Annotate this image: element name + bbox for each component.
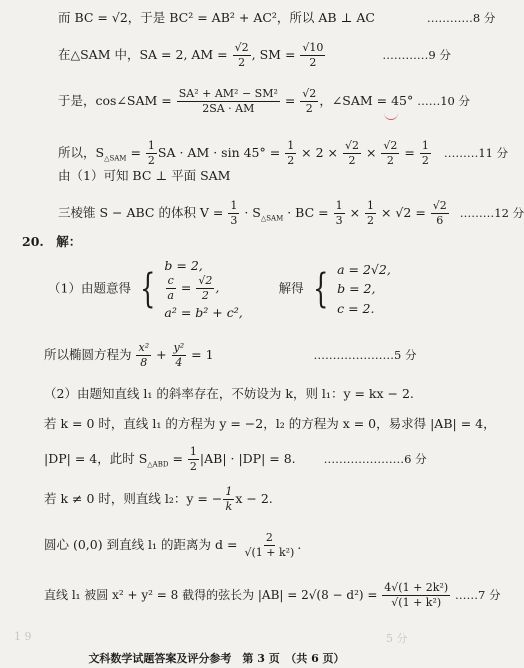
line-triangle-sam: [58, 42, 451, 69]
fraction: [172, 342, 187, 369]
fraction: [136, 342, 151, 369]
bleed-through-text-left: 1 9: [14, 630, 32, 643]
line-text: 由（1）可知 BC ⊥ 平面 SAM: [58, 168, 231, 183]
equation-row: b = 2,: [164, 258, 203, 273]
line-text: +: [152, 347, 171, 363]
numerator: SA² + AM² − SM²: [177, 88, 280, 102]
line-text: 圆心 (0,0) 到直线 l₁ 的距离为 d =: [44, 537, 242, 553]
comma: ,: [215, 280, 220, 296]
line-distance: [44, 532, 301, 559]
score-9: …………9 分: [382, 48, 451, 63]
fraction: [300, 42, 325, 69]
denominator: a: [167, 289, 174, 303]
numerator: 1: [285, 140, 296, 154]
numerator: c: [166, 275, 176, 289]
fraction: [146, 140, 157, 167]
numerator: √2: [300, 88, 318, 102]
fraction: [177, 88, 280, 115]
numerator: 1: [146, 140, 157, 154]
solve-label: 解得: [278, 280, 304, 296]
subscript: △SAM: [104, 154, 127, 163]
line-text: · BC =: [283, 205, 333, 221]
fraction: [223, 486, 234, 513]
left-brace: {: [140, 265, 156, 312]
line-k-zero: 若 k = 0 时，直线 l₁ 的方程为 y = −2，l₂ 的方程为 x = 0，易求得 |AB| = 4，: [44, 416, 496, 431]
denominator: 2: [147, 154, 155, 168]
numerator: y²: [172, 342, 187, 356]
red-check-mark: [384, 113, 398, 120]
line-text: , SM =: [251, 47, 300, 63]
denominator: 2: [309, 56, 317, 70]
numerator: √10: [300, 42, 325, 56]
subscript: △ABD: [147, 460, 169, 469]
score-6: …………………6 分: [323, 452, 427, 467]
line-text: 在△SAM 中，SA = 2, AM =: [58, 47, 232, 63]
denominator: √(1 + k²): [244, 546, 295, 560]
score-5: …………………5 分: [313, 348, 417, 363]
fraction: [196, 275, 214, 302]
numerator: 1: [420, 140, 431, 154]
denominator: k: [225, 500, 233, 514]
line-text: |AB| · |DP| = 8.: [199, 451, 296, 467]
line-text: 于是，cos∠SAM =: [58, 93, 176, 109]
fraction: [300, 88, 318, 115]
fraction: [233, 42, 251, 69]
denominator: 2: [386, 154, 394, 168]
fraction: [431, 200, 449, 227]
bleed-through-text-right: 5 分: [386, 632, 408, 645]
denominator: 2: [238, 56, 246, 70]
line-part2-slope: （2）由题知直线 l₁ 的斜率存在，不妨设为 k，则 l₁：y = kx − 2.: [44, 386, 414, 401]
line-chord-length: [44, 582, 500, 609]
part1-system: [48, 256, 391, 322]
numerator: 2: [264, 532, 275, 546]
page-footer: 文科数学试题答案及评分参考 第 3 页 （共 6 页）: [88, 652, 345, 665]
question-20-heading: 20. 解：: [22, 234, 82, 249]
line-text: =: [126, 145, 145, 161]
line-text: =: [400, 145, 419, 161]
equation-system-given: [164, 256, 242, 322]
denominator: 2: [367, 214, 375, 228]
line-text: ×: [362, 145, 381, 161]
line-text: 若 k ≠ 0 时，则直线 l₂：y = −: [44, 491, 223, 507]
line-text: = 1: [187, 347, 214, 363]
fraction: [285, 140, 296, 167]
numerator: √2: [431, 200, 449, 214]
numerator: 1: [365, 200, 376, 214]
line-text: ×: [345, 205, 365, 221]
score-8: …………8 分: [426, 11, 496, 25]
numerator: √2: [233, 42, 251, 56]
denominator: 6: [436, 214, 444, 228]
score-11: ………11 分: [443, 146, 509, 161]
numerator: x²: [136, 342, 151, 356]
line-text: x − 2.: [235, 491, 273, 507]
line-bc-perpendicular: [58, 12, 495, 25]
fraction: [343, 140, 361, 167]
fraction: [188, 446, 199, 473]
denominator: 2: [421, 154, 429, 168]
score-7: ……7 分: [455, 588, 501, 603]
fraction: [365, 200, 376, 227]
line-k-nonzero: [44, 486, 273, 513]
score-10: ……10 分: [417, 94, 471, 109]
fraction: [381, 140, 399, 167]
equation-row: b = 2,: [337, 281, 376, 297]
equation-row: a² = b² + c²,: [164, 304, 243, 320]
denominator: 2: [348, 154, 356, 168]
line-text: · S: [240, 205, 261, 221]
equals: =: [176, 280, 196, 296]
fraction: [165, 275, 176, 302]
denominator: 8: [140, 356, 148, 370]
numerator: 1: [223, 486, 234, 500]
numerator: 1: [228, 200, 239, 214]
line-text: |DP| = 4，此时 S: [44, 451, 148, 467]
numerator: √2: [343, 140, 361, 154]
fraction: [382, 582, 450, 609]
line-text: 直线 l₁ 被圆 x² + y² = 8 截得的弦长为 |AB| = 2√(8 − d²) =: [44, 588, 382, 603]
equation-row: [164, 275, 242, 302]
score-12: ………12 分: [459, 206, 524, 221]
line-cos-sam: [58, 88, 470, 115]
denominator: 2: [287, 154, 295, 168]
left-brace: {: [312, 265, 329, 312]
line-bc-plane: [58, 170, 230, 183]
fraction: [420, 140, 431, 167]
denominator: 2: [201, 289, 209, 303]
line-text: 所以，S: [58, 145, 105, 161]
denominator: 4: [175, 356, 183, 370]
line-volume: [58, 200, 524, 227]
line-text: 所以椭圆方程为: [44, 347, 136, 363]
line-text: =: [280, 93, 300, 109]
equation-row: a = 2√2,: [337, 261, 391, 277]
subscript: △SAM: [260, 214, 284, 223]
numerator: 4√(1 + 2k²): [382, 582, 450, 596]
line-dp-area: [44, 446, 427, 473]
denominator: 3: [335, 214, 343, 228]
line-text: × √2 =: [377, 205, 430, 221]
equation-system-solution: [337, 260, 391, 318]
line-text: =: [168, 451, 187, 467]
denominator: 2SA · AM: [202, 102, 255, 116]
part1-label: （1）由题意得: [48, 280, 131, 296]
fraction: [334, 200, 345, 227]
denominator: 2: [305, 102, 313, 116]
denominator: 2: [189, 460, 197, 474]
denominator: 3: [230, 214, 238, 228]
line-text: × 2 ×: [297, 145, 342, 161]
numerator: √2: [196, 275, 214, 289]
line-text: 三棱锥 S − ABC 的体积 V =: [58, 205, 228, 221]
equation-row: c = 2.: [337, 300, 375, 316]
denominator: √(1 + k²): [391, 596, 442, 610]
fraction: [242, 532, 296, 559]
numerator: 1: [334, 200, 345, 214]
line-text: SA · AM · sin 45° =: [157, 145, 285, 161]
line-text: ，∠SAM = 45°: [319, 93, 418, 109]
line-text: 而 BC = √2，于是 BC² = AB² + AC²，所以 AB ⊥ AC: [58, 10, 375, 25]
line-text: .: [297, 537, 302, 553]
numerator: 1: [188, 446, 199, 460]
numerator: √2: [381, 140, 399, 154]
fraction: [228, 200, 239, 227]
line-area-sam: [58, 140, 508, 167]
line-ellipse-equation: [44, 342, 417, 369]
